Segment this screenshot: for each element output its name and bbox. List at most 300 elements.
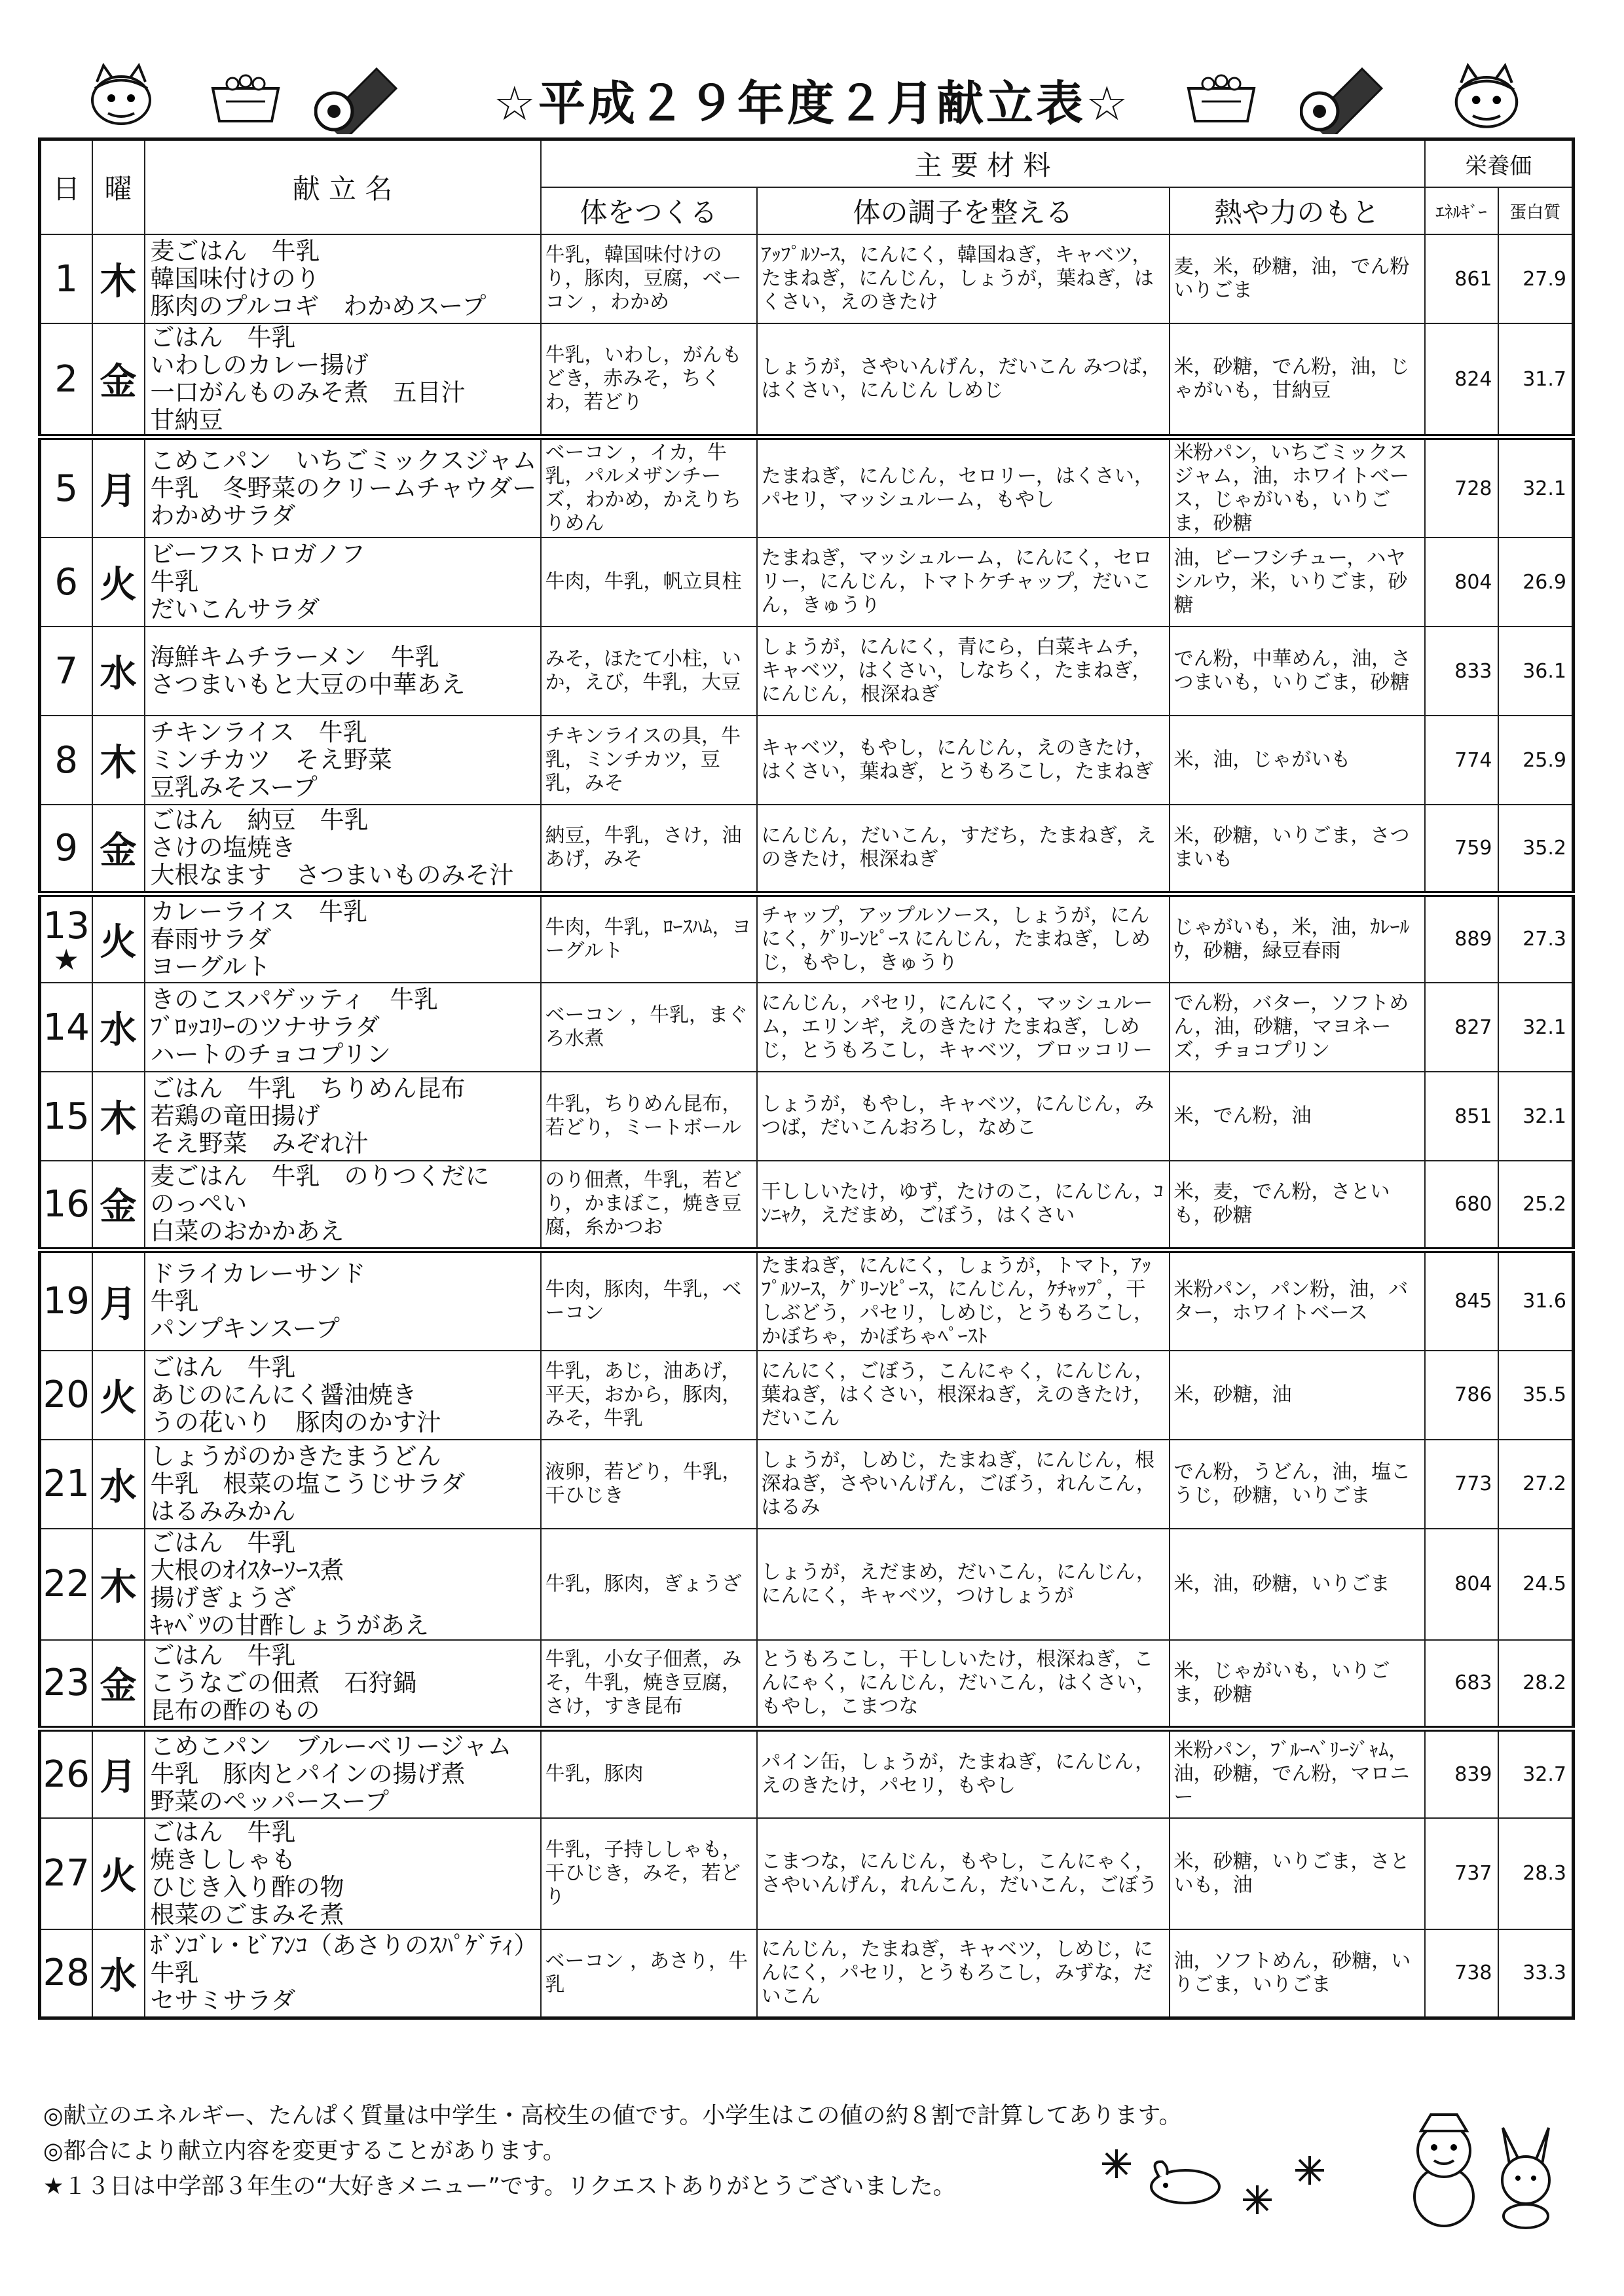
- energy-cell-text: 889: [1454, 928, 1492, 951]
- note-request: ★１３日は中学部３年生の“大好きメニュー”です。リクエストありがとうございました。: [43, 2174, 956, 2200]
- day-cell-text: 6: [54, 560, 79, 604]
- body-condition-cell: [757, 1161, 1170, 1250]
- day-cell-text: 21: [43, 1463, 90, 1505]
- snowflake-icon: [1293, 2154, 1326, 2187]
- menu-row: [40, 1818, 1574, 1929]
- body-building-cell-text: 液卵，若どり，牛乳，干ひじき: [545, 1460, 742, 1507]
- energy-cell: [1425, 805, 1498, 894]
- energy-source-cell: [1170, 1818, 1425, 1929]
- day-cell: [40, 716, 92, 805]
- energy-source-cell-text: 油，ソフトめん，砂糖，いりごま，いりごま: [1173, 1949, 1411, 1996]
- body-condition-cell: [757, 1529, 1170, 1640]
- protein-cell-text: 31.6: [1522, 1290, 1567, 1313]
- dish-cell: [145, 538, 541, 627]
- energy-source-cell: [1170, 805, 1425, 894]
- weekday-cell-text: 月: [100, 1756, 137, 1799]
- energy-source-cell-text: 米，油，砂糖，いりごま: [1173, 1572, 1390, 1595]
- energy-cell: [1425, 1250, 1498, 1351]
- protein-cell: [1498, 1729, 1574, 1818]
- body-condition-cell-text: とうもろこし，干ししいたけ，根深ねぎ，こんにゃく，にんじん，だいこん，はくさい，もやし，こまつな: [761, 1647, 1156, 1718]
- body-condition-cell-text: キャベツ，もやし，にんじん，えのきたけ，はくさい，葉ねぎ，とうもろこし，たまねぎ: [761, 737, 1154, 783]
- body-condition-cell-text: ｱｯﾌﾟﾙｿｰｽ，にんにく，韓国ねぎ，キャベツ，たまねぎ，にんじん，しょうが，葉ねぎ，はくさい，えのきたけ: [761, 244, 1154, 314]
- protein-cell-text: 28.2: [1522, 1671, 1567, 1695]
- protein-cell-text: 28.3: [1522, 1862, 1567, 1885]
- energy-cell: [1425, 627, 1498, 716]
- body-building-cell-text: 牛乳，あじ，油あげ，平天，おから，豚肉，みそ，牛乳: [545, 1359, 742, 1430]
- body-building-cell-text: ベーコン ，あさり，牛乳: [545, 1949, 748, 1996]
- day-cell: [40, 805, 92, 894]
- menu-row: [40, 805, 1574, 894]
- body-building-cell-text: みそ，ほたて小柱，いか，えび，牛乳，大豆: [545, 647, 741, 694]
- body-condition-cell-text: にんにく，ごぼう，こんにゃく，にんじん，葉ねぎ，はくさい，根深ねぎ，えのきたけ，だいこん: [761, 1359, 1154, 1430]
- weekday-cell: [92, 234, 145, 323]
- snowman-icon: [1388, 2111, 1500, 2229]
- body-condition-cell: [757, 323, 1170, 437]
- energy-cell: [1425, 538, 1498, 627]
- energy-source-cell: [1170, 437, 1425, 538]
- day-cell: [40, 1440, 92, 1529]
- day-cell-text: 26: [43, 1753, 90, 1796]
- energy-source-cell-text: 油，ビーフシチュー，ハヤシルウ，米，いりごま，砂糖: [1173, 547, 1408, 617]
- dish-cell: [145, 627, 541, 716]
- protein-cell-text: 35.5: [1522, 1383, 1567, 1406]
- protein-cell: [1498, 983, 1574, 1072]
- weekday-cell-text: 火: [100, 564, 137, 606]
- body-condition-cell-text: こまつな，にんじん，もやし，こんにゃく，さやいんげん，れんこん，だいこん，ごぼう: [761, 1850, 1158, 1897]
- dish-cell-text: 麦ごはん 牛乳 のりつくだに のっぺい 白菜のおかかあえ: [150, 1162, 490, 1246]
- menu-row: [40, 983, 1574, 1072]
- day-cell-text: 1: [54, 257, 79, 301]
- energy-cell: [1425, 234, 1498, 323]
- body-building-cell: [541, 983, 757, 1072]
- day-cell: [40, 983, 92, 1072]
- body-building-cell-text: 牛乳，韓国味付けのり，豚肉，豆腐，ベーコン ，わかめ: [545, 244, 742, 314]
- weekday-cell: [92, 1529, 145, 1640]
- dish-cell: [145, 1440, 541, 1529]
- dish-cell-text: ビーフストロガノフ 牛乳 だいこんサラダ: [150, 540, 365, 623]
- day-cell: [40, 1729, 92, 1818]
- weekday-cell: [92, 437, 145, 538]
- body-building-cell: [541, 1640, 757, 1729]
- weekday-cell-text: 金: [100, 1664, 137, 1707]
- body-condition-cell: [757, 1818, 1170, 1929]
- energy-source-cell-text: 米，じゃがいも，いりごま，砂糖: [1173, 1659, 1390, 1706]
- weekday-cell-text: 火: [100, 920, 137, 964]
- menu-row: [40, 1440, 1574, 1529]
- menu-row: [40, 437, 1574, 538]
- energy-cell-text: 680: [1454, 1192, 1492, 1216]
- dish-cell: [145, 894, 541, 983]
- header-energy: ｴﾈﾙｷﾞｰ: [1425, 187, 1498, 234]
- protein-cell-text: 31.7: [1522, 367, 1567, 391]
- energy-source-cell: [1170, 627, 1425, 716]
- body-building-cell-text: ベーコン ，牛乳，まぐろ水煮: [545, 1004, 748, 1050]
- body-building-cell: [541, 1729, 757, 1818]
- weekday-cell: [92, 805, 145, 894]
- snowflake-icon: [1241, 2183, 1274, 2216]
- protein-cell: [1498, 1929, 1574, 2018]
- energy-source-cell: [1170, 1161, 1425, 1250]
- dish-cell-text: ドライカレーサンド 牛乳 パンプキンスープ: [150, 1259, 366, 1343]
- energy-cell-text: 833: [1454, 659, 1492, 683]
- protein-cell-text: 27.2: [1522, 1472, 1567, 1495]
- weekday-cell: [92, 1072, 145, 1161]
- day-cell: [40, 1818, 92, 1929]
- day-cell-text: 20: [43, 1374, 90, 1416]
- body-building-cell: [541, 437, 757, 538]
- energy-source-cell-text: でん粉，うどん，油，塩こうじ，砂糖，いりごま: [1173, 1460, 1411, 1507]
- dish-cell: [145, 1818, 541, 1929]
- energy-cell-text: 824: [1454, 367, 1492, 391]
- body-condition-cell: [757, 1072, 1170, 1161]
- body-building-cell: [541, 1440, 757, 1529]
- notes: [43, 2098, 1182, 2204]
- weekday-cell-text: 水: [100, 653, 137, 695]
- energy-source-cell: [1170, 983, 1425, 1072]
- energy-cell: [1425, 894, 1498, 983]
- energy-cell: [1425, 1161, 1498, 1250]
- body-condition-cell-text: にんじん，だいこん，すだち，たまねぎ，えのきたけ，根深ねぎ: [761, 824, 1156, 871]
- body-building-cell-text: 牛肉，豚肉，牛乳，ベーコン: [545, 1277, 742, 1324]
- dish-cell-text: ごはん 牛乳 あじのにんにく醤油焼き うの花いり 豚肉のかす汁: [150, 1353, 441, 1436]
- protein-cell-text: 32.1: [1522, 1104, 1567, 1128]
- energy-cell: [1425, 1640, 1498, 1729]
- menu-row: [40, 1161, 1574, 1250]
- body-building-cell-text: 納豆，牛乳，さけ，油あげ，みそ: [545, 824, 742, 871]
- dish-cell-text: ごはん 納豆 牛乳 さけの塩焼き 大根なます さつまいものみそ汁: [150, 806, 514, 890]
- body-condition-cell: [757, 437, 1170, 538]
- body-condition-cell: [757, 1351, 1170, 1440]
- body-building-cell: [541, 805, 757, 894]
- dish-cell: [145, 1529, 541, 1640]
- energy-source-cell: [1170, 894, 1425, 983]
- energy-cell-text: 737: [1454, 1862, 1492, 1885]
- protein-cell: [1498, 1250, 1574, 1351]
- dish-cell: [145, 1072, 541, 1161]
- energy-source-cell-text: 米，でん粉，油: [1173, 1104, 1312, 1127]
- header-body-building: 体をつくる: [541, 187, 757, 234]
- body-condition-cell: [757, 538, 1170, 627]
- menu-row: [40, 1250, 1574, 1351]
- header-main-ingredients: 主 要 材 料: [541, 139, 1425, 188]
- dish-cell-text: カレーライス 牛乳 春雨サラダ ヨーグルト: [150, 897, 368, 981]
- body-condition-cell: [757, 1929, 1170, 2018]
- protein-cell-text: 27.9: [1522, 267, 1567, 291]
- weekday-cell: [92, 983, 145, 1072]
- energy-source-cell: [1170, 234, 1425, 323]
- header-menu-name: 献 立 名: [145, 139, 541, 235]
- energy-cell-text: 839: [1454, 1762, 1492, 1786]
- body-building-cell-text: のり佃煮，牛乳，若どり，かまぼこ，焼き豆腐，糸かつお: [545, 1169, 742, 1239]
- protein-cell: [1498, 234, 1574, 323]
- weekday-cell-text: 木: [100, 1565, 137, 1609]
- body-building-cell-text: ベーコン ，イカ，牛乳，パルメザンチーズ，わかめ，かえりちりめん: [545, 441, 742, 535]
- energy-cell-text: 804: [1454, 1573, 1492, 1595]
- menu-row: [40, 1351, 1574, 1440]
- protein-cell: [1498, 1351, 1574, 1440]
- energy-cell-text: 851: [1454, 1104, 1492, 1128]
- body-building-cell: [541, 1250, 757, 1351]
- rabbit-icon: [1486, 2124, 1565, 2229]
- weekday-cell: [92, 1250, 145, 1351]
- body-condition-cell-text: 干ししいたけ，ゆず，たけのこ，にんじん，ｺﾝﾆｬｸ，えだまめ，ごぼう，はくさい: [761, 1180, 1164, 1228]
- weekday-cell-text: 金: [100, 829, 137, 873]
- weekday-cell-text: 木: [100, 261, 137, 303]
- protein-cell-text: 35.2: [1522, 836, 1567, 860]
- body-condition-cell-text: しょうが，えだまめ，だいこん，にんじん，にんにく，キャベツ，つけしょうが: [761, 1560, 1156, 1607]
- protein-cell-text: 25.2: [1522, 1192, 1567, 1216]
- day-cell: [40, 1929, 92, 2018]
- protein-cell-text: 26.9: [1522, 570, 1567, 594]
- body-building-cell: [541, 894, 757, 983]
- energy-source-cell-text: 米粉パン，パン粉，油，バター，ホワイトベース: [1173, 1277, 1409, 1324]
- day-cell: [40, 437, 92, 538]
- weekday-cell-text: 木: [100, 742, 137, 784]
- energy-cell: [1425, 983, 1498, 1072]
- dish-cell: [145, 1929, 541, 2018]
- dish-cell: [145, 1351, 541, 1440]
- dish-cell: [145, 805, 541, 894]
- day-cell-text: 8: [54, 738, 79, 782]
- protein-cell: [1498, 1072, 1574, 1161]
- weekday-cell: [92, 1929, 145, 2018]
- page-title: ☆平成２９年度２月献立表☆: [493, 76, 1131, 131]
- weekday-cell-text: 月: [100, 1283, 137, 1326]
- protein-cell: [1498, 1640, 1574, 1729]
- header-day: 日: [40, 139, 92, 235]
- weekday-cell-text: 火: [100, 1855, 137, 1898]
- body-condition-cell-text: たまねぎ，にんじん，セロリー，はくさい，パセリ，マッシュルーム，もやし: [761, 465, 1154, 511]
- energy-cell: [1425, 437, 1498, 538]
- body-building-cell-text: 牛乳，いわし，がんもどき，赤みそ，ちくわ，若どり: [545, 344, 742, 414]
- favorite-star-icon: ★: [53, 943, 79, 977]
- body-condition-cell: [757, 1640, 1170, 1729]
- dish-cell: [145, 323, 541, 437]
- energy-source-cell: [1170, 1729, 1425, 1818]
- menu-row: [40, 627, 1574, 716]
- body-building-cell: [541, 234, 757, 323]
- weekday-cell-text: 水: [100, 1954, 137, 1997]
- protein-cell-text: 25.9: [1522, 748, 1567, 772]
- day-cell: [40, 627, 92, 716]
- dish-cell: [145, 1729, 541, 1818]
- dish-cell-text: チキンライス 牛乳 ミンチカツ そえ野菜 豆乳みそスープ: [150, 718, 392, 801]
- protein-cell: [1498, 716, 1574, 805]
- energy-cell: [1425, 1351, 1498, 1440]
- day-cell: [40, 1250, 92, 1351]
- dish-cell-text: 麦ごはん 牛乳 韓国味付けのり 豚肉のプルコギ わかめスープ: [150, 237, 487, 320]
- menu-row: [40, 1929, 1574, 2018]
- weekday-cell-text: 水: [100, 1465, 137, 1508]
- day-cell-text: 5: [54, 467, 79, 510]
- protein-cell-text: 32.1: [1522, 477, 1567, 500]
- weekday-cell: [92, 1640, 145, 1729]
- energy-source-cell: [1170, 1440, 1425, 1529]
- body-condition-cell: [757, 894, 1170, 983]
- energy-source-cell: [1170, 1529, 1425, 1640]
- energy-source-cell: [1170, 538, 1425, 627]
- menu-row: [40, 538, 1574, 627]
- body-condition-cell: [757, 627, 1170, 716]
- energy-cell: [1425, 1729, 1498, 1818]
- note-change: ◎都合により献立内容を変更することがあります。: [43, 2138, 566, 2164]
- energy-source-cell-text: 米，砂糖，いりごま，さといも，油: [1173, 1850, 1410, 1897]
- snowflake-icon: [1100, 2147, 1133, 2180]
- protein-cell: [1498, 1440, 1574, 1529]
- body-condition-cell: [757, 1250, 1170, 1351]
- dish-cell: [145, 983, 541, 1072]
- energy-source-cell: [1170, 1929, 1425, 2018]
- header-body-condition: 体の調子を整える: [757, 187, 1170, 234]
- menu-row: [40, 323, 1574, 437]
- day-cell-text: 23: [43, 1662, 90, 1705]
- energy-source-cell: [1170, 1250, 1425, 1351]
- day-cell: [40, 1529, 92, 1640]
- dish-cell-text: ごはん 牛乳 いわしのカレー揚げ 一口がんものみそ煮 五目汁 甘納豆: [150, 323, 466, 434]
- body-building-cell: [541, 1529, 757, 1640]
- body-building-cell: [541, 323, 757, 437]
- body-building-cell-text: 牛肉，牛乳，ﾛｰｽﾊﾑ，ヨーグルト: [545, 915, 752, 962]
- menu-row: [40, 1729, 1574, 1818]
- dish-cell: [145, 234, 541, 323]
- dish-cell-text: ごはん 牛乳 こうなごの佃煮 石狩鍋 昆布の酢のもの: [150, 1641, 417, 1724]
- menu-row: [40, 894, 1574, 983]
- body-condition-cell: [757, 234, 1170, 323]
- body-condition-cell-text: しょうが，しめじ，たまねぎ，にんじん，根深ねぎ，さやいんげん，ごぼう，れんこん，はるみ: [761, 1448, 1156, 1519]
- menu-row: [40, 1640, 1574, 1729]
- dish-cell-text: しょうがのかきたまうどん 牛乳 根菜の塩こうじサラダ はるみみかん: [150, 1442, 466, 1525]
- energy-source-cell-text: 米，砂糖，いりごま，さつまいも: [1173, 824, 1410, 871]
- day-cell: [40, 323, 92, 437]
- day-cell: [40, 1640, 92, 1729]
- day-cell-text: 13: [43, 905, 90, 948]
- energy-source-cell: [1170, 716, 1425, 805]
- energy-source-cell: [1170, 323, 1425, 437]
- body-condition-cell-text: しょうが，にんにく，青にら，白菜キムチ，キャベツ，はくさい，しなちく，たまねぎ，にんじん，根深ねぎ: [761, 636, 1152, 706]
- weekday-cell: [92, 627, 145, 716]
- body-condition-cell: [757, 716, 1170, 805]
- menu-row: [40, 716, 1574, 805]
- day-cell-text: 9: [54, 826, 79, 869]
- body-building-cell-text: 牛乳，小女子佃煮，みそ，牛乳，焼き豆腐，さけ，すき昆布: [545, 1647, 742, 1718]
- body-building-cell: [541, 538, 757, 627]
- menu-row: [40, 234, 1574, 323]
- day-cell-text: 19: [43, 1280, 90, 1322]
- day-cell-text: 28: [43, 1952, 90, 1995]
- protein-cell: [1498, 805, 1574, 894]
- body-building-cell: [541, 627, 757, 716]
- energy-source-cell-text: 麦，米，砂糖，油，でん粉 いりごま: [1173, 255, 1410, 302]
- body-condition-cell-text: たまねぎ，マッシュルーム，にんにく，セロリー，にんじん，トマトケチャップ，だいこん，きゅうり: [761, 547, 1153, 617]
- energy-cell-text: 861: [1454, 267, 1492, 291]
- energy-source-cell-text: 米，砂糖，でん粉，油，じゃがいも，甘納豆: [1173, 355, 1410, 402]
- dish-cell: [145, 1640, 541, 1729]
- header-nutrition: 栄養価: [1425, 139, 1574, 188]
- weekday-cell: [92, 1440, 145, 1529]
- body-condition-cell: [757, 1440, 1170, 1529]
- body-building-cell: [541, 1072, 757, 1161]
- rabbit-icon: [1139, 2154, 1225, 2206]
- dish-cell-text: 海鮮キムチラーメン 牛乳 さつまいもと大豆の中華あえ: [150, 643, 466, 699]
- body-building-cell-text: 牛肉，牛乳，帆立貝柱: [545, 570, 742, 593]
- weekday-cell: [92, 716, 145, 805]
- weekday-cell-text: 火: [100, 1376, 137, 1419]
- dish-cell-text: きのこスパゲッティ 牛乳 ﾌﾞﾛｯｺﾘｰのツナサラダ ハートのチョコプリン: [150, 985, 439, 1068]
- body-building-cell-text: 牛乳，子持ししゃも，干ひじき，みそ，若どり: [545, 1838, 742, 1908]
- body-building-cell: [541, 716, 757, 805]
- menu-row: [40, 1529, 1574, 1640]
- body-building-cell: [541, 1351, 757, 1440]
- energy-source-cell-text: でん粉，バター，ソフトめん，油，砂糖，マヨネーズ，チョコプリン: [1173, 992, 1409, 1062]
- body-building-cell: [541, 1929, 757, 2018]
- energy-cell-text: 728: [1454, 477, 1492, 500]
- header-energy-source: 熱や力のもと: [1170, 187, 1425, 234]
- menu-table: [38, 137, 1575, 2020]
- energy-cell: [1425, 1818, 1498, 1929]
- dish-cell-text: こめこパン ブルーベリージャム 牛乳 豚肉とパインの揚げ煮 野菜のペッパースープ: [150, 1732, 512, 1816]
- protein-cell: [1498, 323, 1574, 437]
- protein-cell-text: 32.1: [1522, 1015, 1567, 1039]
- protein-cell: [1498, 894, 1574, 983]
- energy-cell: [1425, 1072, 1498, 1161]
- energy-cell-text: 759: [1454, 836, 1492, 860]
- menu-row: [40, 1072, 1574, 1161]
- energy-cell-text: 738: [1454, 1961, 1492, 1985]
- weekday-cell-text: 月: [100, 470, 137, 513]
- day-cell-text: 2: [54, 357, 79, 401]
- energy-source-cell-text: じゃがいも，米，油，ｶﾚｰﾙｳ，砂糖，緑豆春雨: [1173, 915, 1410, 962]
- dish-cell: [145, 437, 541, 538]
- body-condition-cell-text: チャップ，アップルソース，しょうが，にんにく，ｸﾞﾘｰﾝﾋﾟｰｽ にんじん，たまねぎ，しめじ，もやし，きゅうり: [761, 903, 1151, 974]
- day-cell-text: 22: [43, 1563, 90, 1605]
- energy-cell-text: 827: [1454, 1015, 1492, 1039]
- energy-source-cell-text: 米，砂糖，油: [1173, 1383, 1292, 1406]
- energy-source-cell-text: 米粉パン，ﾌﾞﾙｰﾍﾞﾘｰｼﾞｬﾑ，油，砂糖，でん粉，マロニー: [1173, 1739, 1410, 1810]
- weekday-cell-text: 金: [100, 1186, 137, 1229]
- header-weekday: 曜: [92, 139, 145, 235]
- energy-cell: [1425, 1929, 1498, 2018]
- day-cell-text: 27: [43, 1852, 90, 1895]
- energy-cell-text: 786: [1454, 1383, 1492, 1406]
- weekday-cell: [92, 1351, 145, 1440]
- weekday-cell-text: 水: [100, 1009, 137, 1051]
- body-building-cell: [541, 1161, 757, 1250]
- body-condition-cell-text: にんじん，パセリ，にんにく，マッシュルーム，エリンギ，えのきたけ たまねぎ，しめじ，とうもろこし，キャベツ，ブロッコリー: [761, 992, 1153, 1062]
- body-building-cell-text: 牛乳，ちりめん昆布，若どり，ミートボール: [545, 1093, 742, 1139]
- body-condition-cell-text: たまねぎ，にんにく，しょうが，トマト，ｱｯﾌﾟﾙｿｰｽ，ｸﾞﾘｰﾝﾋﾟｰｽ，にんじん，ｹﾁｬｯﾌﾟ，干しぶどう，パセリ，しめじ，とうもろこし，かぼちゃ，かぼちゃﾍﾟｰｽﾄ: [761, 1254, 1153, 1348]
- weekday-cell: [92, 1818, 145, 1929]
- weekday-cell: [92, 538, 145, 627]
- body-building-cell-text: 牛乳，豚肉: [545, 1762, 644, 1786]
- energy-cell-text: 774: [1454, 748, 1492, 772]
- body-condition-cell-text: しょうが，もやし，キャベツ，にんじん，みつば，だいこんおろし，なめこ: [761, 1093, 1154, 1139]
- body-building-cell: [541, 1818, 757, 1929]
- day-cell-text: 15: [43, 1095, 90, 1138]
- day-cell: [40, 1351, 92, 1440]
- energy-cell: [1425, 323, 1498, 437]
- dish-cell-text: ごはん 牛乳 ちりめん昆布 若鶏の竜田揚げ そえ野菜 みぞれ汁: [150, 1074, 466, 1157]
- energy-cell: [1425, 716, 1498, 805]
- weekday-cell: [92, 1161, 145, 1250]
- energy-source-cell-text: 米，油，じゃがいも: [1173, 748, 1351, 771]
- energy-source-cell-text: 米粉パン，いちごミックスジャム，油，ホワイトベース，じゃがいも，いりごま，砂糖: [1173, 441, 1409, 535]
- day-cell: [40, 538, 92, 627]
- protein-cell-text: 32.7: [1522, 1762, 1567, 1786]
- protein-cell: [1498, 437, 1574, 538]
- protein-cell-text: 36.1: [1522, 659, 1567, 683]
- dish-cell-text: ごはん 牛乳 大根のｵｲｽﾀｰｿｰｽ煮 揚げぎょうざ ｷｬﾍﾞﾂの甘酢しょうがあえ: [150, 1528, 429, 1639]
- weekday-cell: [92, 894, 145, 983]
